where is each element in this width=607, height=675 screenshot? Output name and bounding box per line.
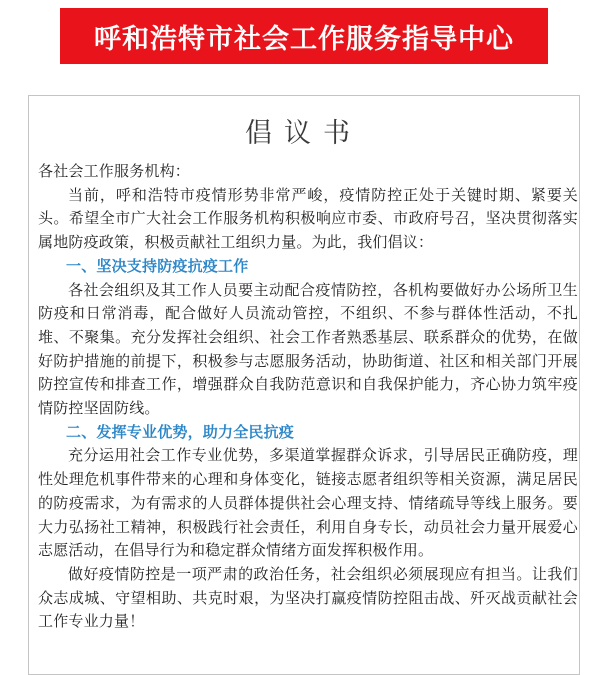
closing-paragraph: 做好疫情防控是一项严肃的政治任务，社会组织必须展现应有担当。让我们众志成城、守望相助、共克时艰，为坚决打赢疫情防控阻击战、歼灭战贡献社会工作专业力量！ <box>38 564 578 631</box>
section-body-2: 充分运用社会工作专业优势，多渠道掌握群众诉求，引导居民正确防疫，理性处理危机事件带来的心理和身体变化，链接志愿者组织等相关资源，满足居民的防疫需求，为有需求的人员群体提供社会心理支持、情绪疏导等线上服务。要大力弘扬社工精神，积极践行社会责任，利用自身专长，动员社会力量开展爱心志愿活动，在倡导行为和稳定群众情绪方面发挥积极作用。 <box>38 446 578 560</box>
intro-paragraph: 当前，呼和浩特市疫情形势非常严峻，疫情防控正处于关键时期、紧要关头。希望全市广大社会工作服务机构积极响应市委、市政府号召，坚决贯彻落实属地防疫政策，积极贡献社工组织力量。为此，我们倡议： <box>38 185 578 252</box>
salutation: 各社会工作服务机构： <box>38 162 191 180</box>
section-body-1: 各社会组织及其工作人员要主动配合疫情防控，各机构要做好办公场所卫生防疫和日常消毒，配合做好人员流动管控，不组织、不参与群体性活动，不扎堆、不聚集。充分发挥社会组织、社会工作者熟悉基层、联系群众的优势，在做好防护措施的前提下，积极参与志愿服务活动，协助街道、社区和相关部门开展防控宣传和排查工作，增强群众自我防范意识和自我保护能力，齐心协力筑牢疫情防控坚固防线。 <box>38 280 578 418</box>
header-banner <box>60 8 548 64</box>
document-body <box>38 160 578 634</box>
banner-title: 呼和浩特市社会工作服务指导中心 <box>94 23 514 55</box>
section-heading-1: 一、坚决支持防疫抗疫工作 <box>66 256 249 275</box>
section-heading-2: 二、发挥专业优势，助力全民抗疫 <box>66 422 295 441</box>
document-title: 倡议书 <box>245 118 362 149</box>
